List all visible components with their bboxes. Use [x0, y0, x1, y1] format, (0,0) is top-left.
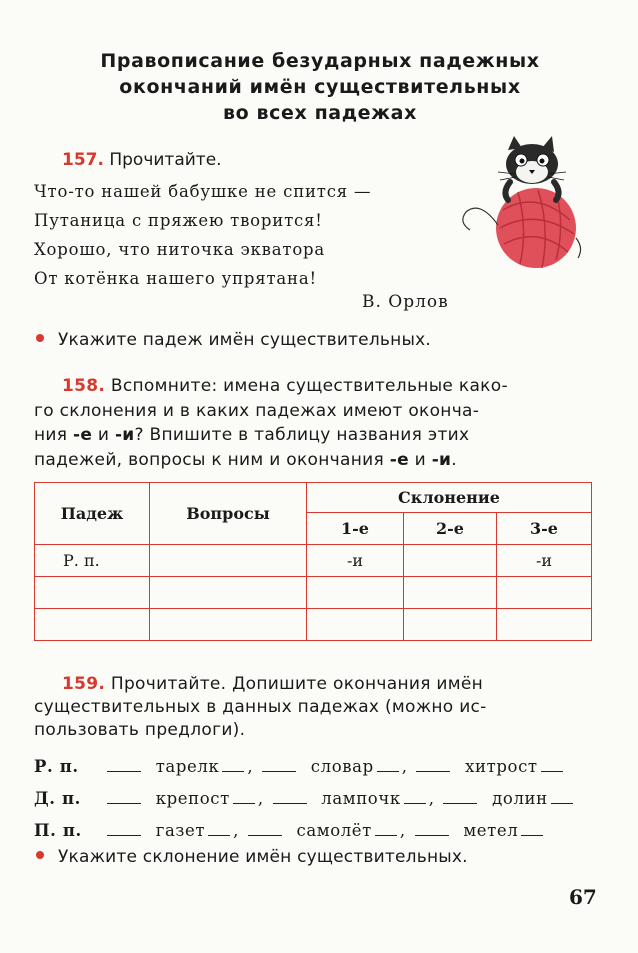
bullet-icon — [36, 334, 44, 342]
blank-field[interactable] — [404, 802, 426, 804]
poem-author: В. Орлов — [362, 292, 449, 312]
page-number: 67 — [569, 885, 597, 909]
blank-field[interactable] — [415, 834, 449, 836]
cell-case[interactable]: Р. п. — [35, 545, 150, 577]
cell-decl-3[interactable]: -и — [497, 545, 592, 577]
header-questions: Вопросы — [150, 483, 307, 545]
drill-word: крепост — [155, 789, 230, 808]
table-row — [35, 577, 592, 609]
exercise-text: ? Впишите в таблицу названия этих — [134, 425, 470, 445]
blank-field[interactable] — [521, 834, 543, 836]
exercise-number: 159. — [62, 674, 106, 694]
poem-line: Путаница с пряжею творится! — [34, 211, 323, 230]
blank-field[interactable] — [222, 770, 244, 772]
bullet-icon — [36, 851, 44, 859]
exercise-number: 157. — [62, 150, 104, 170]
blank-field[interactable] — [208, 834, 230, 836]
drill-word: тарелк — [155, 757, 220, 776]
exercise-text: и — [408, 449, 432, 470]
header-decl-1: 1-е — [307, 513, 404, 545]
task-text: Укажите склонение имён существительных. — [58, 847, 468, 867]
kitten-with-yarn-illustration — [458, 130, 598, 280]
exercise-text: Прочитайте. Допишите окончания имён — [110, 674, 484, 694]
exercise-text: го склонения и в каких падежах имеют оконча- — [34, 400, 480, 421]
drill-word: словар — [310, 757, 374, 776]
task-157 — [36, 330, 431, 350]
poem — [34, 177, 371, 293]
section-title — [40, 48, 600, 126]
drill-case: Д. п. — [34, 789, 81, 808]
cell-decl-1[interactable]: -и — [307, 545, 404, 577]
task-159 — [36, 847, 468, 867]
blank-field[interactable] — [375, 834, 397, 836]
title-line-3: во всех падежах — [223, 102, 417, 124]
header-decl-2: 2-е — [404, 513, 497, 545]
drill-word: лампочк — [321, 789, 401, 808]
ending-i: -и — [431, 449, 452, 470]
drill-row: Р. п. тарелк , словар , хитрост — [34, 757, 566, 776]
drill-word: метел — [463, 821, 519, 840]
drill-word: самолёт — [296, 821, 372, 840]
cell-questions[interactable] — [150, 577, 307, 609]
drill-word: газет — [155, 821, 206, 840]
header-case: Падеж — [35, 483, 150, 545]
exercise-text: падежей, вопросы к ним и окончания — [34, 449, 390, 470]
cell-case[interactable] — [35, 577, 150, 609]
cell-questions[interactable] — [150, 609, 307, 641]
blank-field[interactable] — [273, 802, 307, 804]
blank-field[interactable] — [107, 770, 141, 772]
cell-decl-3[interactable] — [497, 577, 592, 609]
exercise-159 — [34, 673, 594, 742]
blank-field[interactable] — [107, 802, 141, 804]
exercise-text: ния — [34, 425, 73, 445]
poem-line: Хорошо, что ниточка экватора — [34, 240, 326, 259]
cell-decl-3[interactable] — [497, 609, 592, 641]
blank-field[interactable] — [541, 770, 563, 772]
exercise-text: . — [451, 449, 457, 470]
table-row — [35, 545, 592, 577]
exercise-157-header — [62, 150, 222, 170]
blank-field[interactable] — [262, 770, 296, 772]
title-line-2: окончаний имён существительных — [119, 76, 521, 98]
table-row — [35, 609, 592, 641]
blank-field[interactable] — [551, 802, 573, 804]
task-text: Укажите падеж имён существительных. — [58, 330, 431, 350]
exercise-text: существительных в данных падежах (можно ис- — [34, 697, 487, 717]
drill-case: Р. п. — [34, 757, 79, 776]
drill-case: П. п. — [34, 821, 82, 840]
drill-row: П. п. газет , самолёт , метел — [34, 821, 546, 840]
exercise-text: Вспомните: имена существительные како- — [110, 376, 508, 396]
exercise-instruction: Прочитайте. — [109, 150, 222, 170]
drill-word: хитрост — [465, 757, 538, 776]
header-declension: Склонение — [307, 483, 592, 513]
ending-e: -е — [389, 449, 409, 470]
poem-line: Что-то нашей бабушке не спится — — [34, 182, 372, 201]
cell-decl-1[interactable] — [307, 577, 404, 609]
cell-questions[interactable] — [150, 545, 307, 577]
drill-row: Д. п. крепост , лампочк , долин — [34, 789, 576, 808]
blank-field[interactable] — [107, 834, 141, 836]
blank-field[interactable] — [416, 770, 450, 772]
ending-e: -е — [73, 425, 93, 445]
ending-i: -и — [114, 425, 135, 445]
exercise-text: и — [92, 425, 115, 445]
cell-case[interactable] — [35, 609, 150, 641]
title-line-1: Правописание безударных падежных — [100, 50, 540, 72]
cell-decl-2[interactable] — [404, 609, 497, 641]
declension-table — [34, 482, 592, 641]
cell-decl-2[interactable] — [404, 545, 497, 577]
header-decl-3: 3-е — [497, 513, 592, 545]
exercise-text: пользовать предлоги). — [34, 720, 246, 740]
exercise-number: 158. — [62, 376, 106, 396]
blank-field[interactable] — [377, 770, 399, 772]
poem-line: От котёнка нашего упрятана! — [34, 269, 317, 288]
blank-field[interactable] — [443, 802, 477, 804]
cell-decl-1[interactable] — [307, 609, 404, 641]
cell-decl-2[interactable] — [404, 577, 497, 609]
blank-field[interactable] — [233, 802, 255, 804]
exercise-158 — [34, 374, 594, 472]
drill-word: долин — [492, 789, 548, 808]
blank-field[interactable] — [248, 834, 282, 836]
